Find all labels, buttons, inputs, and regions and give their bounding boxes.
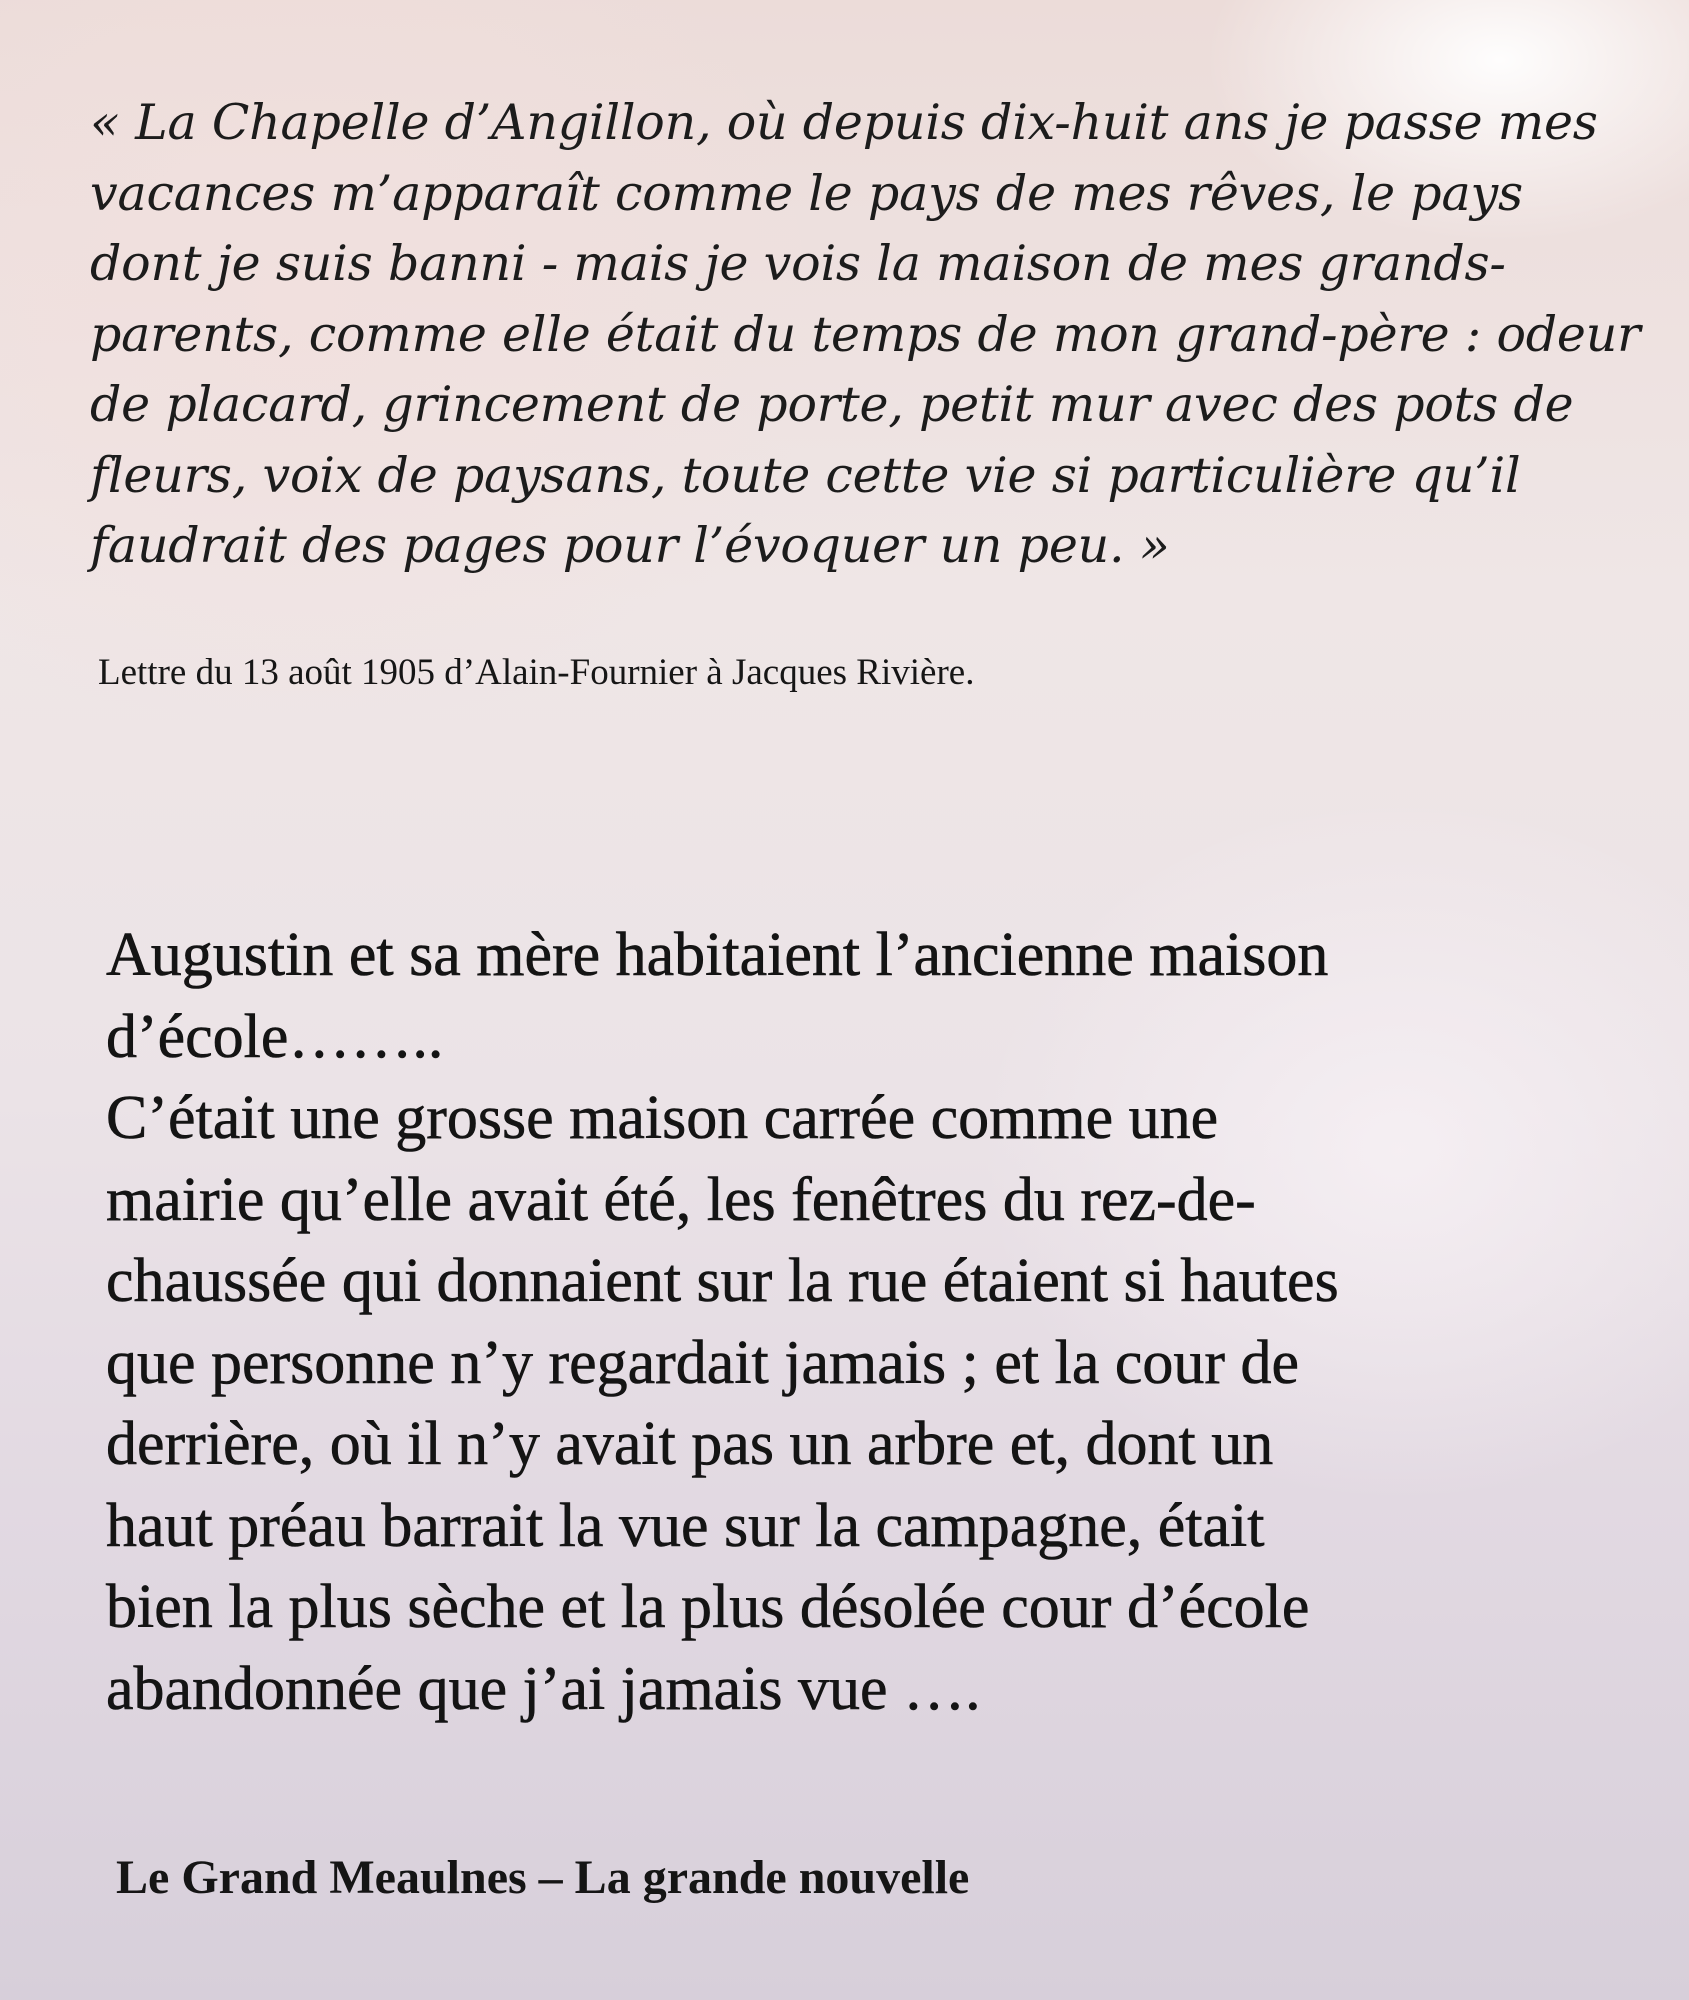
quote-line: fleurs, voix de paysans, toute cette vie si particulière qu’il xyxy=(90,446,1521,504)
excerpt-line: d’école…….. xyxy=(106,1002,444,1071)
excerpt-source: Le Grand Meaulnes – La grande nouvelle xyxy=(116,1851,970,1904)
excerpt-line: que personne n’y regardait jamais ; et la cour de xyxy=(106,1328,1300,1397)
quote-line: vacances m’apparaît comme le pays de mes rêves, le pays xyxy=(90,164,1523,222)
excerpt-line: mairie qu’elle avait été, les fenêtres du rez-de- xyxy=(106,1165,1256,1234)
excerpt-line: derrière, où il n’y avait pas un arbre et, dont un xyxy=(106,1410,1274,1478)
excerpt-line: bien la plus sèche et la plus désolée cour d’école xyxy=(106,1573,1310,1641)
excerpt-line: chaussée qui donnaient sur la rue étaient si hautes xyxy=(106,1247,1339,1315)
quote-line: parents, comme elle était du temps de mon grand-père : odeur xyxy=(90,305,1641,363)
excerpt-line: Augustin et sa mère habitaient l’ancienne maison xyxy=(106,921,1329,989)
excerpt-line: abandonnée que j’ai jamais vue …. xyxy=(106,1654,981,1723)
quote-block xyxy=(90,88,1680,582)
excerpt-line: C’était une grosse maison carrée comme une xyxy=(106,1084,1219,1152)
quote-line: dont je suis banni - mais je vois la maison de mes grands- xyxy=(90,235,1506,292)
quote-line: « La Chapelle d’Angillon, où depuis dix-huit ans je passe mes xyxy=(90,94,1598,151)
excerpt-line: haut préau barrait la vue sur la campagne, était xyxy=(106,1491,1265,1560)
quote-attribution: Lettre du 13 août 1905 d’Alain-Fournier à Jacques Rivière. xyxy=(98,652,975,693)
quote-line: faudrait des pages pour l’évoquer un peu. » xyxy=(90,517,1170,574)
quote-line: de placard, grincement de porte, petit mur avec des pots de xyxy=(90,376,1574,433)
novel-excerpt xyxy=(106,915,1676,1730)
